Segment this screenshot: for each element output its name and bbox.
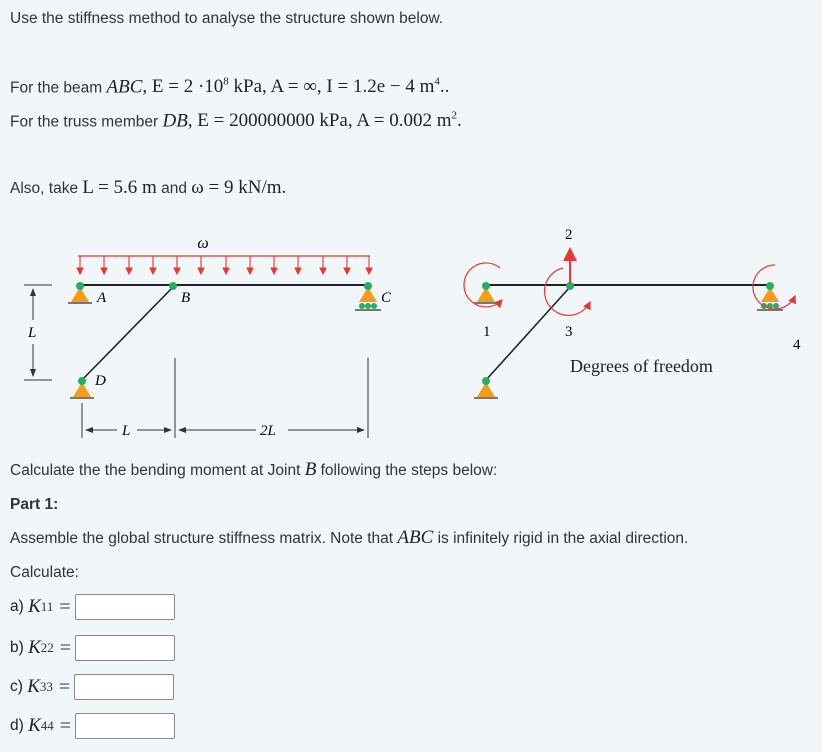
label-l-bottom: L	[122, 423, 131, 439]
answer-row-k22: b) K 22 =	[10, 633, 175, 663]
truss-lead: For the truss member	[10, 113, 159, 131]
rotation-arrow-4	[753, 265, 795, 309]
assemble-instructions: Assemble the global structure stiffness matrix. Note that ABC is infinitely rigid in the axial direction.	[10, 527, 689, 548]
rotation-arrow-3	[544, 268, 590, 315]
label-a: A	[97, 290, 107, 306]
beam-formula: , $E = 2 \cdot 10^8$ kPa, A = ∞, I = 1.2e − 4 $m^4$..	[142, 76, 450, 98]
dof-1: 1	[483, 324, 491, 340]
dof-caption: Degrees of freedom	[570, 356, 713, 376]
beam-member: ABC	[106, 76, 143, 98]
label-b: B	[181, 290, 191, 306]
answer-row-k11: a) K 11 =	[10, 592, 175, 622]
node-b	[169, 282, 177, 290]
label-2l: 2L	[260, 423, 276, 439]
joint-b: B	[304, 459, 317, 480]
node-c	[364, 282, 372, 290]
node-a	[76, 282, 84, 290]
answer-row-k33: c) K 33 =	[10, 672, 174, 702]
truss-formula: , E = 200000000 kPa, A = 0.002 $m^2$.	[187, 110, 462, 132]
load-value: ω = 9 kN/m.	[191, 177, 287, 198]
label-d: D	[95, 373, 106, 389]
label-l-side: L	[28, 325, 37, 341]
k33-input[interactable]	[74, 674, 174, 700]
calculate-label: Calculate:	[10, 564, 79, 581]
dof-2: 2	[565, 227, 573, 243]
also-lead: Also, take	[10, 180, 79, 197]
and-word: and	[161, 180, 187, 197]
node-d	[78, 377, 86, 385]
part-heading: Part 1:	[10, 496, 59, 513]
omega-label: ω	[197, 235, 209, 252]
calc-instructions: Calculate the the bending moment at Joint B following the steps below:	[10, 459, 498, 480]
member-abc: ABC	[397, 527, 434, 548]
length-value: L = 5.6 m	[82, 177, 157, 198]
k22-input[interactable]	[75, 635, 175, 661]
truss-db	[82, 287, 173, 380]
beam-lead: For the beam	[10, 79, 103, 97]
dof-truss	[486, 287, 570, 380]
distributed-load-arrows	[80, 256, 369, 274]
answer-row-k44: d) K 44 =	[10, 711, 175, 741]
dof-4: 4	[793, 337, 801, 353]
k44-input[interactable]	[75, 713, 175, 739]
dof-3: 3	[565, 324, 573, 340]
label-c: C	[381, 290, 392, 306]
k11-input[interactable]	[75, 594, 175, 620]
intro-text: Use the stiffness method to analyse the structure shown below.	[10, 10, 444, 27]
truss-member: DB	[162, 110, 188, 132]
